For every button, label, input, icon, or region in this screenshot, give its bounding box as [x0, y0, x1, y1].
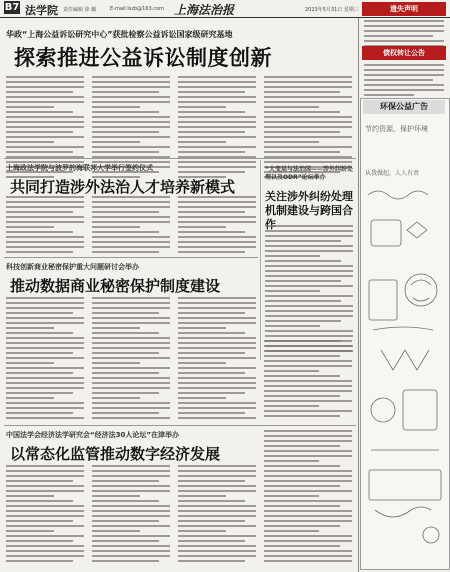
article4-col-1	[6, 465, 84, 565]
article4-col-3	[178, 465, 256, 565]
article3-col-2	[92, 297, 170, 422]
article3-col-1	[6, 297, 84, 422]
article2-kicker: 上海政法学院与波罗的海联邦大学举行签约仪式	[6, 164, 153, 172]
article3-col-4	[264, 340, 352, 420]
lead-bottom-rule	[4, 158, 356, 159]
article2-col-1	[6, 196, 84, 256]
notice-tag-lost: 遗失声明	[362, 2, 446, 16]
email-credit: E-mail:lszb@163.com	[110, 6, 164, 12]
article3-kicker: 科技创新商业秘密保护重大问题研讨会举办	[6, 263, 139, 271]
sidebar-body	[265, 225, 353, 355]
lead-col-3	[178, 76, 256, 181]
article2-col-2	[92, 196, 170, 256]
sidebar-kicker: “大变局与法治国——涉外纠纷处理以及ODR”论坛举办	[265, 166, 353, 181]
editor-credit: 责任编辑 徐 璐	[63, 7, 97, 13]
right-column-divider	[358, 18, 359, 572]
ad-illustration	[363, 140, 447, 560]
sidebar-divider	[260, 160, 261, 360]
article2-col-3	[178, 196, 256, 256]
issue-date: 2023年5月31日 星期三	[305, 7, 359, 13]
notice-tag-debt: 债权转让公告	[362, 46, 446, 60]
page-badge: B7	[4, 2, 20, 13]
article4-headline: 以常态化监管推动数字经济发展	[10, 445, 221, 463]
lead-headline: 探索推进公益诉讼制度创新	[14, 46, 272, 70]
section-title: 法学院	[25, 4, 58, 17]
article3-headline: 推动数据商业秘密保护制度建设	[10, 277, 221, 295]
masthead: 上海法治报	[174, 3, 235, 17]
article4-kicker: 中国法学会经济法学研究会“经济法30人论坛”在津举办	[6, 431, 179, 439]
ad-handwriting-1: 节约资源，保护环境	[365, 125, 428, 133]
lead-kicker: 华政“上海公益诉讼研究中心”获批检察公益诉讼国家级研究基地	[6, 30, 233, 39]
article4-col-4	[264, 430, 352, 565]
sidebar-headline: 关注涉外纠纷处理机制建设与跨国合	[265, 190, 353, 217]
article2-headline: 共同打造涉外法治人才培养新模式	[10, 178, 236, 196]
article2-bottom-rule	[4, 257, 258, 258]
ad-title: 环保公益广告	[363, 100, 445, 114]
debt-notice-text	[364, 64, 444, 99]
article3-col-3	[178, 297, 256, 422]
article3-bottom-rule	[4, 425, 356, 426]
article4-col-2	[92, 465, 170, 565]
ad-handwriting-2: 从我做起，人人有责	[365, 170, 420, 177]
